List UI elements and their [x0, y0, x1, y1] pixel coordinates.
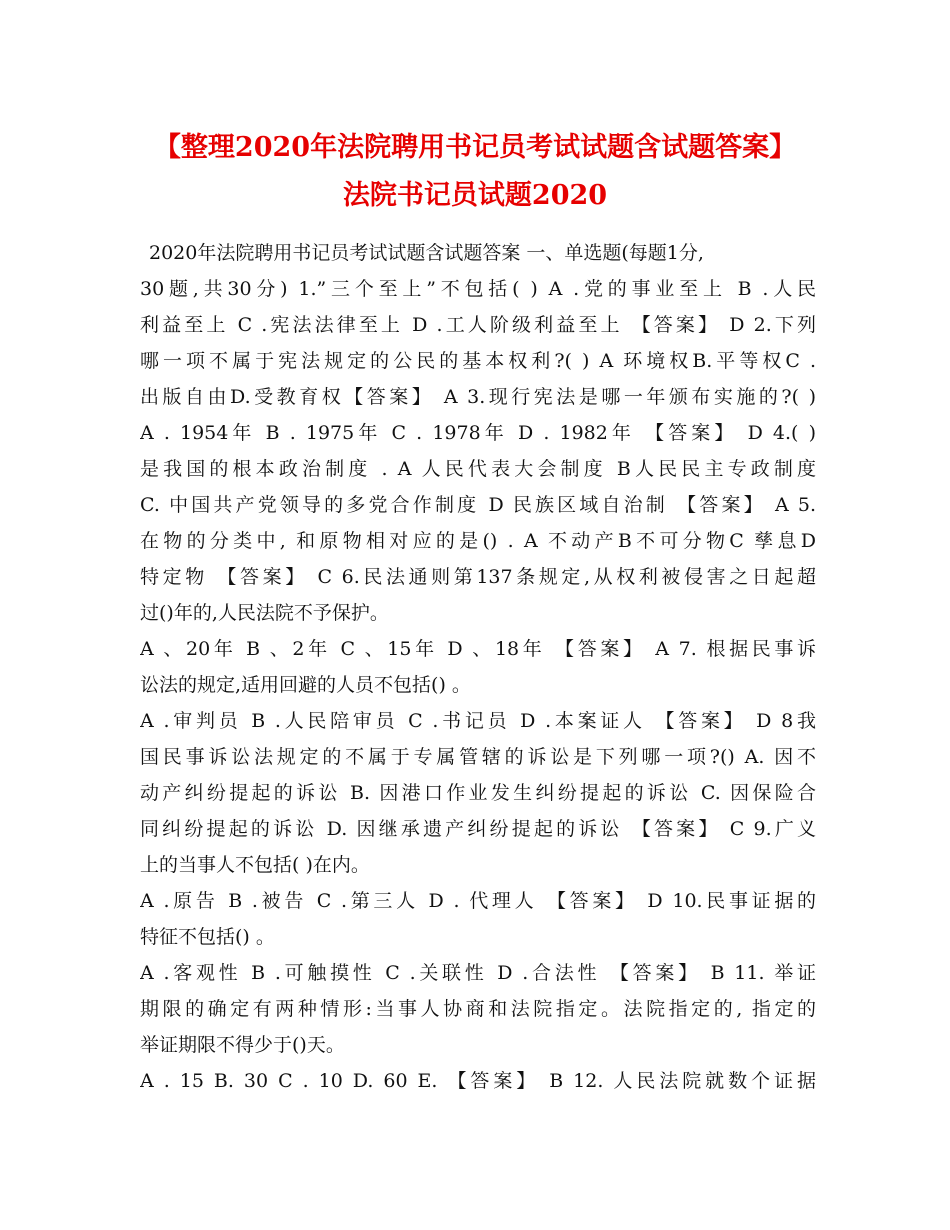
body-line: A . 1954年 B . 1975年 C . 1978年 D . 1982年 【答案】 D 4.( ): [140, 422, 816, 444]
body-line: 同纠纷提起的诉讼 D. 因继承遗产纠纷提起的诉讼 【答案】 C 9.广义: [140, 818, 816, 840]
body-line: A .客观性 B .可触摸性 C .关联性 D .合法性 【答案】 B 11. 举证: [140, 962, 816, 984]
body-line: 举证期限不得少于()天。: [140, 1034, 345, 1056]
body-line: C. 中国共产党领导的多党合作制度 D 民族区域自治制 【答案】 A 5.: [140, 494, 816, 516]
document-body: [140, 235, 816, 1099]
body-line: 国民事诉讼法规定的不属于专属管辖的诉讼是下列哪一项?() A. 因不: [140, 746, 816, 768]
body-line: 讼法的规定,适用回避的人员不包括() 。: [140, 674, 471, 696]
body-line: 动产纠纷提起的诉讼 B. 因港口作业发生纠纷提起的诉讼 C. 因保险合: [140, 782, 816, 804]
body-line: 利益至上 C .宪法法律至上 D .工人阶级利益至上 【答案】 D 2.下列: [140, 314, 816, 336]
document-subtitle: 法院书记员试题2020: [342, 180, 608, 211]
body-line: 期限的确定有两种情形:当事人协商和法院指定。法院指定的, 指定的: [140, 998, 816, 1020]
body-line: 上的当事人不包括( )在内。: [140, 854, 370, 876]
body-line: 过()年的,人民法院不予保护。: [140, 602, 389, 624]
body-line: 出版自由D.受教育权【答案】 A 3.现行宪法是哪一年颁布实施的?( ): [140, 386, 816, 408]
document-title: 【整理2020年法院聘用书记员考试试题含试题答案】: [153, 132, 797, 163]
body-line: 30题,共30分) 1.”三个至上”不包括( ) A .党的事业至上 B .人民: [140, 278, 816, 300]
body-line: A .原告 B .被告 C .第三人 D . 代理人 【答案】 D 10.民事证据的: [140, 890, 816, 912]
body-line: A 、20年 B 、2年 C 、15年 D 、18年 【答案】 A 7. 根据民事诉: [140, 638, 816, 660]
body-line: 特征不包括() 。: [140, 926, 275, 948]
body-line: 特定物 【答案】 C 6.民法通则第137条规定,从权利被侵害之日起超: [140, 566, 816, 588]
body-line: A . 15 B. 30 C . 10 D. 60 E. 【答案】 B 12. 人民法院就数个证据: [140, 1070, 816, 1092]
body-line: 2020年法院聘用书记员考试试题含试题答案 一、单选题(每题1分,: [149, 242, 704, 264]
body-line: 在物的分类中, 和原物相对应的是() . A 不动产B不可分物C 孳息D: [140, 530, 816, 552]
body-line: 是我国的根本政治制度 . A 人民代表大会制度 B人民民主专政制度: [140, 458, 816, 480]
body-line: 哪一项不属于宪法规定的公民的基本权利?( ) A 环境权B.平等权C .: [140, 350, 816, 372]
body-line: A .审判员 B .人民陪审员 C .书记员 D .本案证人 【答案】 D 8我: [140, 710, 816, 732]
